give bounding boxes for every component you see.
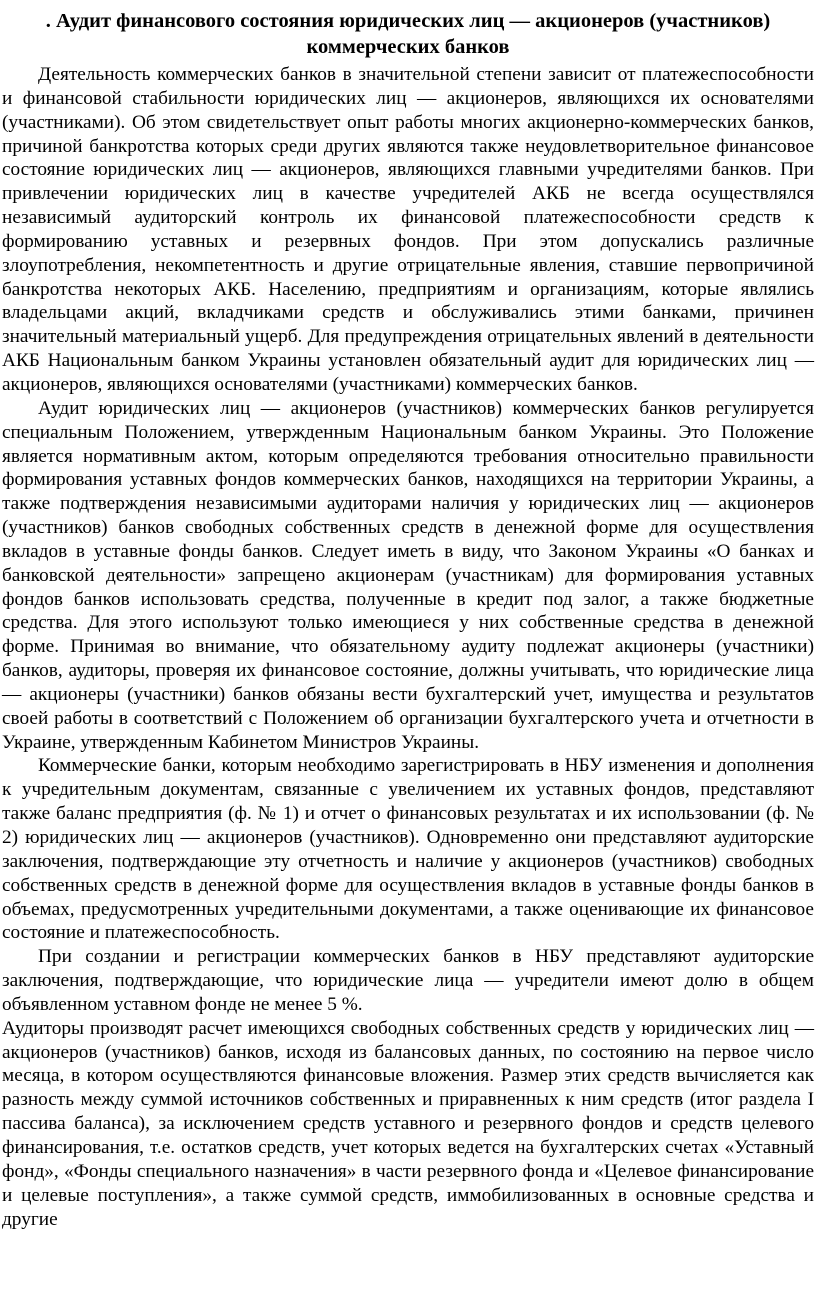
- paragraph-2: Аудит юридических лиц — акционеров (участников) коммерческих банков регулируется специальным Положением, утвержденным Национальным банком Украины. Это Положение является нормативным актом, которым определяются требования относительно правильности формирования уставных фондов коммерческих банков, находящихся на территории Украины, а также подтверждения независимыми аудиторами наличия у юридических лиц — акционеров (участников) банков свободных собственных средств в денежной форме для осуществления вкладов в уставные фонды банков. Следует иметь в виду, что Законом Украины «О банках и банковской деятельности» запрещено акционерам (участникам) для формирования уставных фондов банков использовать средства, полученные в кредит под залог, а также бюджетные средства. Для этого используют только имеющиеся у них собственные средства в денежной форме. Принимая во внимание, что обязательному аудиту подлежат акционеры (участники) банков, аудиторы, проверяя их финансовое состояние, должны учитывать, что юридические лица — акционеры (участники) банков обязаны вести бухгалтерский учет, имущества и результатов своей работы в соответствий с Положением об организации бухгалтерского учета и отчетности в Украине, утвержденным Кабинетом Министров Украины.: [2, 397, 814, 753]
- page-title: . Аудит финансового состояния юридических лиц — акционеров (участников) коммерческих банков: [45, 10, 771, 58]
- paragraph-3: Коммерческие банки, которым необходимо зарегистрировать в НБУ изменения и дополнения к учредительным документам, связанные с увеличением их уставных фондов, представляют также баланс предприятия (ф. № 1) и отчет о финансовых результатах и их использовании (ф. № 2) юридических лиц — акционеров (участников). Одновременно они представляют аудиторские заключения, подтверждающие эту отчетность и наличие у акционеров (участников) свободных собственных средств в денежной форме для осуществления вкладов в уставные фонды банков в объемах, предусмотренных учредительными документами, а также оценивающие их финансовое состояние и платежеспособность.: [2, 755, 814, 944]
- paragraph-4: При создании и регистрации коммерческих банков в НБУ представляют аудиторские заключения, подтверждающие, что юридические лица — учредители имеют долю в общем объявленном уставном фонде не менее 5 %.: [2, 946, 814, 1015]
- paragraph-5: Аудиторы производят расчет имеющихся свободных собственных средств у юридических лиц — акционеров (участников) банков, исходя из балансовых данных, по состоянию на первое число месяца, в котором осуществляются финансовые вложения. Размер этих средств вычисляется как разность между суммой источников собственных и приравненных к ним средств (итог раздела I пассива баланса), за исключением средств уставного и резервного фондов и средств целевого финансирования, т.е. остатков средств, учет которых ведется на бухгалтерских счетах «Уставный фонд», «Фонды специального назначения» в части резервного фонда и «Целевое финансирование и целевые поступления», а также суммой средств, иммобилизованных в основные средства и другие: [2, 1017, 814, 1230]
- paragraph-1: Деятельность коммерческих банков в значительной степени зависит от платежеспособности и финансовой стабильности юридических лиц — акционеров, являющихся их основателями (участниками). Об этом свидетельствует опыт работы многих акционерно-коммерческих банков, причиной банкротства которых среди других являются также неудовлетворительное финансовое состояние юридических лиц — акционеров, являющихся главными учредителями банков. При привлечении юридических лиц в качестве учредителей АКБ не всегда осуществлялся независимый аудиторский контроль их финансовой платежеспособности средств к формированию уставных и резервных фондов. При этом допускались различные злоупотребления, некомпетентность и другие отрицательные явления, ставшие первопричиной банкротства некоторых АКБ. Населению, предприятиям и организациям, которые являлись владельцами акций, вкладчиками средств и обслуживались этими банками, причинен значительный материальный ущерб. Для предупреждения отрицательных явлений в деятельности АКБ Национальным банком Украины установлен обязательный аудит для юридических лиц — акционеров, являющихся основателями (участниками) коммерческих банков.: [2, 64, 814, 395]
